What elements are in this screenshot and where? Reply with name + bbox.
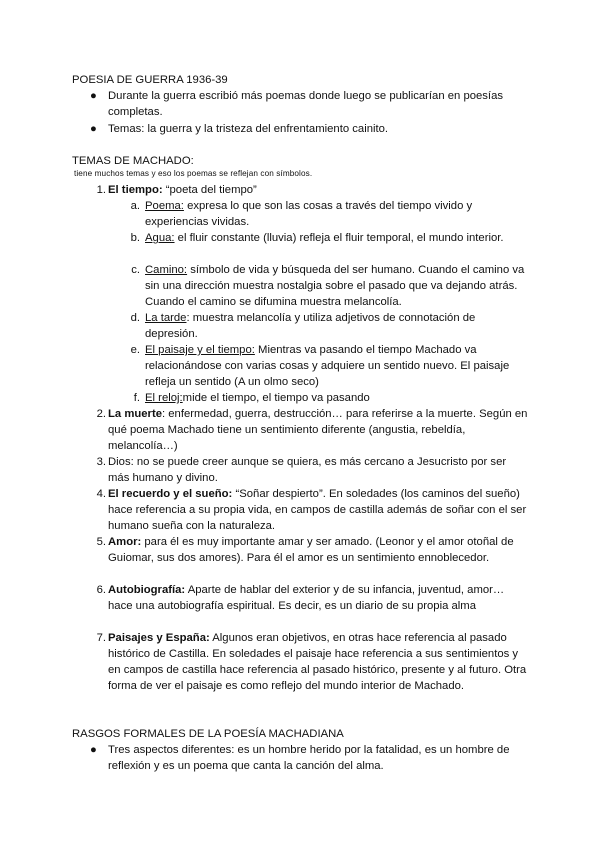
item-title: El recuerdo y el sueño: <box>108 488 233 500</box>
sublist-item-tarde <box>145 310 525 342</box>
list-item-muerte <box>108 406 528 454</box>
section-heading-rasgos: RASGOS FORMALES DE LA POESÍA MACHADIANA <box>72 728 344 740</box>
bullet-marker: ● <box>90 123 97 135</box>
list-item-autobiografia <box>108 582 528 614</box>
item-title: Amor: <box>108 536 142 548</box>
list-item-paisajes-espana <box>108 630 528 694</box>
sub-term: La tarde <box>145 312 187 324</box>
sub-term: El reloj: <box>145 392 183 404</box>
item-title: Paisajes y España: <box>108 632 210 644</box>
list-item-dios <box>108 454 528 486</box>
sublist-letter: f. <box>133 392 140 404</box>
sublist-item-agua <box>145 230 525 246</box>
sublist-letter: e. <box>130 344 140 356</box>
bullet-marker: ● <box>90 744 97 756</box>
list-number: 6. <box>96 584 106 596</box>
sub-term: Agua: <box>145 232 175 244</box>
item-title: La muerte <box>108 408 162 420</box>
sub-text: expresa lo que son las cosas a través del tiempo vivido y experiencias vividas. <box>145 200 473 228</box>
sublist-letter: c. <box>131 264 140 276</box>
sublist-item-reloj <box>145 390 525 406</box>
section-heading-temas: TEMAS DE MACHADO: <box>72 155 194 167</box>
sublist-item-poema <box>145 198 525 230</box>
item-text: Dios: no se puede creer aunque se quiera, es más cercano a Jesucristo por ser más humano y divino. <box>108 456 507 484</box>
bullet-marker: ● <box>90 90 97 102</box>
sublist-item-camino <box>145 262 525 310</box>
item-text: “poeta del tiempo” <box>162 184 257 196</box>
sub-text: : muestra melancolía y utiliza adjetivos de connotación de depresión. <box>145 312 476 340</box>
sublist-letter: a. <box>130 200 140 212</box>
list-number: 4. <box>96 488 106 500</box>
list-number: 5. <box>96 536 106 548</box>
item-text: : enfermedad, guerra, destrucción… para referirse a la muerte. Según en qué poema Machado tiene un sentimiento diferente (angustia, rebeldía, melancolía…) <box>108 408 528 452</box>
section-note: tiene muchos temas y eso los poemas se reflejan con símbolos. <box>74 169 313 178</box>
sub-text: el fluir constante (lluvia) refleja el fluir temporal, el mundo interior. <box>174 232 504 244</box>
list-number: 7. <box>96 632 106 644</box>
item-title: Autobiografía: <box>108 584 186 596</box>
section-heading-poesia-guerra: POESIA DE GUERRA 1936-39 <box>72 74 228 86</box>
list-number: 2. <box>96 408 106 420</box>
sub-text: mide el tiempo, el tiempo va pasando <box>182 392 370 404</box>
list-item-amor <box>108 534 528 566</box>
list-item-recuerdo-sueno <box>108 486 528 534</box>
sub-term: Poema: <box>145 200 184 212</box>
sub-text: símbolo de vida y búsqueda del ser humano. Cuando el camino va sin una dirección muestra nostalgia sobre el pasado que va dejando atrás. Cuando el camino se difumina muestra melancolía. <box>145 264 525 308</box>
item-text: Algunos eran objetivos, en otras hace referencia al pasado histórico de Castilla. En soledades el paisaje hace referencia a sus sentimientos y en campos de castilla hace referencia al pasado histórico, presente y al futuro. Otra forma de ver el paisaje es como reflejo del mundo interior de Machado. <box>108 632 527 692</box>
list-item-tiempo <box>108 182 528 198</box>
bullet-text: Tres aspectos diferentes: es un hombre herido por la fatalidad, es un hombre de reflexión y es un poema que canta la canción del alma. <box>108 744 510 772</box>
bullet-text: Durante la guerra escribió más poemas donde luego se publicarían en poesías completas. <box>108 90 504 118</box>
sub-term: El paisaje y el tiempo: <box>145 344 255 356</box>
item-text: Aparte de hablar del exterior y de su infancia, juventud, amor… hace una autobiografía espiritual. Es decir, es un diario de su propia alma <box>108 584 505 612</box>
list-number: 1. <box>96 184 106 196</box>
bullet-text: Temas: la guerra y la tristeza del enfrentamiento cainito. <box>108 123 389 135</box>
sublist-letter: d. <box>130 312 140 324</box>
item-text: “Soñar despierto”. En soledades (los caminos del sueño) hace referencia a su propia vida, en campos de castilla además de soñar con el ser humano sueña con la naturaleza. <box>108 488 527 532</box>
sublist-letter: b. <box>130 232 140 244</box>
item-text: para él es muy importante amar y ser amado. (Leonor y el amor otoñal de Guiomar, sus dos amores). Para él el amor es un sentimiento ennoblecedor. <box>108 536 514 564</box>
sublist-item-paisaje-tiempo <box>145 342 525 390</box>
list-number: 3. <box>96 456 106 468</box>
sub-term: Camino: <box>145 264 188 276</box>
sub-text: Mientras va pasando el tiempo Machado va relacionándose con varias cosas y adquiere un sentido nuevo. El paisaje refleja un sentido (A un olmo seco) <box>145 344 510 388</box>
item-title: El tiempo: <box>108 184 163 196</box>
